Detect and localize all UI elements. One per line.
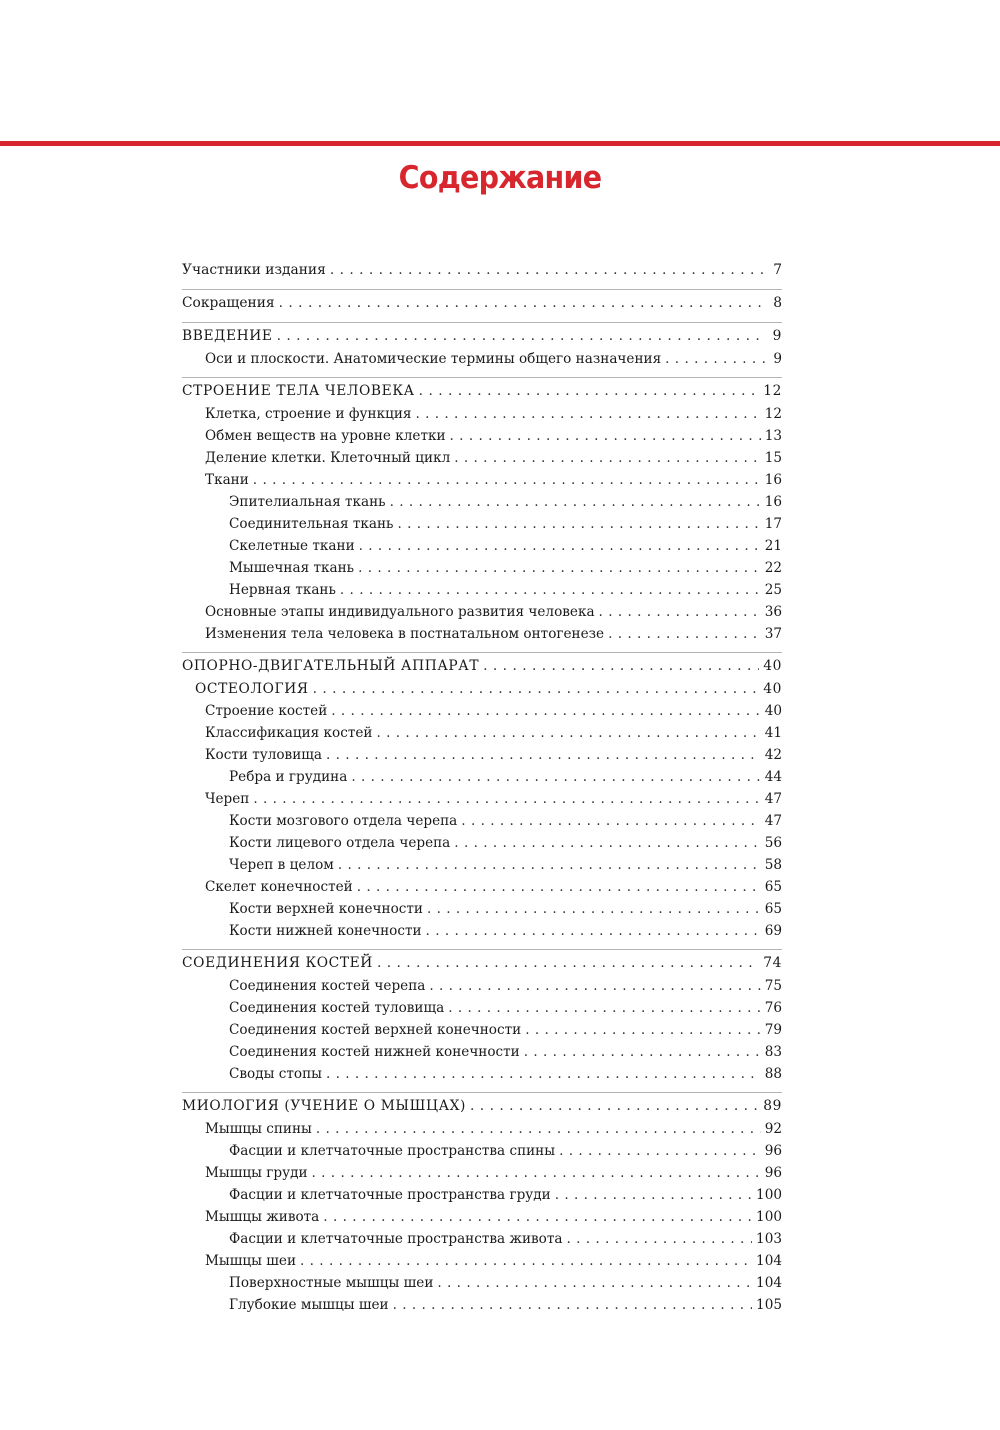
toc-entry-page-number: 44 (764, 769, 782, 785)
toc-entry-page-number: 22 (764, 560, 782, 576)
dot-leader (525, 1019, 761, 1041)
toc-entry[interactable] (182, 403, 782, 425)
dot-leader (415, 403, 760, 425)
dot-leader (483, 654, 759, 678)
dot-leader (323, 1206, 752, 1228)
toc-entry[interactable] (182, 324, 782, 348)
toc-entry-label: Скелет конечностей (205, 879, 353, 895)
toc-entry-label: Глубокие мышцы шеи (229, 1297, 389, 1313)
toc-entry-page-number: 13 (764, 428, 782, 444)
toc-entry-page-number: 96 (764, 1143, 782, 1159)
toc-entry-label: Клетка, строение и функция (205, 406, 412, 422)
toc-entry-page-number: 36 (764, 604, 782, 620)
toc-entry[interactable] (182, 920, 782, 942)
toc-group (182, 258, 782, 282)
toc-entry-page-number: 16 (764, 494, 782, 510)
toc-entry-page-number: 12 (764, 406, 782, 422)
toc-entry[interactable] (182, 1041, 782, 1063)
toc-entry-page-number: 25 (764, 582, 782, 598)
dot-leader (397, 513, 760, 535)
toc-entry-page-number: 40 (764, 703, 782, 719)
dot-leader (461, 810, 760, 832)
toc-entry[interactable] (182, 654, 782, 678)
toc-entry[interactable] (182, 975, 782, 997)
dot-leader (427, 898, 761, 920)
toc-entry-label: ОСТЕОЛОГИЯ (195, 681, 309, 697)
dot-leader (470, 1094, 759, 1118)
toc-entry-label: Основные этапы индивидуального развития человека (205, 604, 595, 620)
toc-entry[interactable] (182, 700, 782, 722)
toc-group (182, 322, 782, 370)
toc-entry[interactable] (182, 898, 782, 920)
dot-leader (454, 832, 760, 854)
dot-leader (429, 975, 760, 997)
dot-leader (357, 876, 761, 898)
toc-entry-label: Кости нижней конечности (229, 923, 422, 939)
toc-entry-page-number: 16 (764, 472, 782, 488)
dot-leader (437, 1272, 752, 1294)
toc-entry[interactable] (182, 832, 782, 854)
toc-entry-page-number: 69 (764, 923, 782, 939)
toc-entry-label: Строение костей (205, 703, 328, 719)
toc-entry-page-number: 104 (756, 1275, 782, 1291)
toc-entry-page-number: 58 (764, 857, 782, 873)
toc-entry-label: Кости верхней конечности (229, 901, 423, 917)
toc-entry[interactable] (182, 425, 782, 447)
toc-entry-page-number: 105 (756, 1297, 782, 1313)
toc-entry-label: Обмен веществ на уровне клетки (205, 428, 446, 444)
toc-group (182, 289, 782, 315)
toc-entry-page-number: 75 (764, 978, 782, 994)
toc-entry-label: СТРОЕНИЕ ТЕЛА ЧЕЛОВЕКА (182, 383, 415, 399)
dot-leader (450, 425, 761, 447)
dot-leader (376, 722, 760, 744)
toc-group (182, 1092, 782, 1316)
dot-leader (279, 291, 766, 315)
dot-leader (351, 766, 760, 788)
toc-entry-page-number: 40 (763, 658, 782, 674)
toc-entry[interactable] (182, 557, 782, 579)
toc-entry[interactable] (182, 469, 782, 491)
toc-entry-page-number: 65 (764, 879, 782, 895)
toc-entry-page-number: 79 (764, 1022, 782, 1038)
toc-entry-label: Фасции и клетчаточные пространства живота (229, 1231, 563, 1247)
toc-entry-label: Соединения костей нижней конечности (229, 1044, 520, 1060)
toc-entry[interactable] (182, 997, 782, 1019)
toc-entry-label: ВВЕДЕНИЕ (182, 328, 273, 344)
toc-entry-page-number: 15 (764, 450, 782, 466)
toc-group (182, 652, 782, 942)
dot-leader (559, 1140, 761, 1162)
toc-entry-page-number: 21 (764, 538, 782, 554)
top-red-rule (0, 141, 1000, 146)
toc-entry-label: Мышцы спины (205, 1121, 312, 1137)
toc-entry-page-number: 12 (763, 383, 782, 399)
toc-entry-page-number: 7 (773, 262, 782, 278)
toc-entry[interactable] (182, 447, 782, 469)
dot-leader (312, 1162, 761, 1184)
toc-entry-label: ОПОРНО-ДВИГАТЕЛЬНЫЙ АППАРАТ (182, 658, 480, 674)
toc-entry-label: Мышцы груди (205, 1165, 308, 1181)
toc-entry-page-number: 47 (764, 791, 782, 807)
toc-entry[interactable] (182, 348, 782, 370)
toc-entry-label: Скелетные ткани (229, 538, 355, 554)
toc-entry-label: МИОЛОГИЯ (УЧЕНИЕ О МЫШЦАХ) (182, 1098, 467, 1114)
toc-entry-page-number: 47 (764, 813, 782, 829)
toc-entry-label: Нервная ткань (229, 582, 336, 598)
toc-entry-label: Участники издания (182, 262, 326, 278)
toc-entry[interactable] (182, 951, 782, 975)
toc-entry[interactable] (182, 678, 782, 700)
dot-leader (599, 601, 761, 623)
toc-entry-label: Череп (205, 791, 250, 807)
dot-leader (454, 447, 760, 469)
toc-entry-label: Мышечная ткань (229, 560, 355, 576)
toc-entry-page-number: 104 (756, 1253, 782, 1269)
toc-entry[interactable] (182, 1094, 782, 1118)
dot-leader (326, 1063, 761, 1085)
toc-entry-label: Ткани (205, 472, 249, 488)
toc-entry[interactable] (182, 291, 782, 315)
toc-entry-page-number: 56 (764, 835, 782, 851)
toc-entry[interactable] (182, 1118, 782, 1140)
toc-entry-label: Классификация костей (205, 725, 373, 741)
toc-entry-page-number: 9 (773, 351, 782, 367)
toc-entry-label: Соединения костей верхней конечности (229, 1022, 522, 1038)
dot-leader (359, 535, 761, 557)
toc-entry-page-number: 83 (764, 1044, 782, 1060)
toc-entry-label: Фасции и клетчаточные пространства спины (229, 1143, 556, 1159)
toc-entry-page-number: 103 (756, 1231, 782, 1247)
dot-leader (390, 491, 761, 513)
toc-entry-label: Поверхностные мышцы шеи (229, 1275, 434, 1291)
dot-leader (340, 579, 761, 601)
toc-entry-page-number: 37 (764, 626, 782, 642)
dot-leader (448, 997, 760, 1019)
toc-entry[interactable] (182, 1019, 782, 1041)
dot-leader (331, 700, 760, 722)
toc-entry-page-number: 96 (764, 1165, 782, 1181)
dot-leader (393, 1294, 752, 1316)
toc-entry-label: Мышцы шеи (205, 1253, 297, 1269)
dot-leader (253, 469, 761, 491)
toc-entry-page-number: 100 (756, 1209, 782, 1225)
toc-entry-page-number: 40 (763, 681, 782, 697)
toc-entry-label: Эпителиальная ткань (229, 494, 386, 510)
toc-entry-label: Изменения тела человека в постнатальном онтогенезе (205, 626, 605, 642)
toc-entry-label: Мышцы живота (205, 1209, 320, 1225)
toc-entry[interactable] (182, 623, 782, 645)
toc-entry-page-number: 88 (764, 1066, 782, 1082)
toc-entry-label: Ребра и грудина (229, 769, 348, 785)
toc-entry-label: Соединения костей туловища (229, 1000, 445, 1016)
toc-entry-page-number: 92 (764, 1121, 782, 1137)
toc-entry-label: Соединения костей черепа (229, 978, 426, 994)
toc-entry[interactable] (182, 876, 782, 898)
toc-group (182, 377, 782, 645)
toc-entry[interactable] (182, 513, 782, 535)
toc-entry-page-number: 41 (764, 725, 782, 741)
toc-entry[interactable] (182, 1162, 782, 1184)
dot-leader (608, 623, 761, 645)
toc-entry[interactable] (182, 766, 782, 788)
dot-leader (665, 348, 766, 370)
dot-leader (300, 1250, 752, 1272)
toc-entry-label: Череп в целом (229, 857, 334, 873)
toc-entry-label: Оси и плоскости. Анатомические термины общего назначения (205, 351, 662, 367)
toc-entry[interactable] (182, 535, 782, 557)
table-of-contents (182, 258, 782, 1316)
toc-entry[interactable] (182, 258, 782, 282)
toc-entry[interactable] (182, 1063, 782, 1085)
toc-entry[interactable] (182, 1206, 782, 1228)
dot-leader (326, 744, 761, 766)
dot-leader (555, 1184, 752, 1206)
toc-entry[interactable] (182, 1184, 782, 1206)
toc-entry[interactable] (182, 1140, 782, 1162)
toc-entry-page-number: 76 (764, 1000, 782, 1016)
toc-entry[interactable] (182, 744, 782, 766)
toc-entry-label: Соединительная ткань (229, 516, 394, 532)
dot-leader (277, 324, 766, 348)
toc-entry-label: Деление клетки. Клеточный цикл (205, 450, 451, 466)
toc-entry-page-number: 8 (773, 295, 782, 311)
toc-entry-page-number: 9 (772, 328, 782, 344)
page-title: Содержание (398, 160, 602, 196)
dot-leader (566, 1228, 752, 1250)
toc-entry-label: Сокращения (182, 295, 275, 311)
dot-leader (313, 678, 760, 700)
toc-entry-page-number: 89 (763, 1098, 782, 1114)
toc-entry[interactable] (182, 810, 782, 832)
dot-leader (330, 258, 766, 282)
toc-entry[interactable] (182, 788, 782, 810)
toc-entry[interactable] (182, 1228, 782, 1250)
toc-entry-page-number: 100 (756, 1187, 782, 1203)
toc-entry-label: Своды стопы (229, 1066, 322, 1082)
toc-entry-page-number: 17 (764, 516, 782, 532)
dot-leader (253, 788, 760, 810)
dot-leader (316, 1118, 761, 1140)
toc-entry[interactable] (182, 1272, 782, 1294)
toc-entry[interactable] (182, 491, 782, 513)
toc-group (182, 949, 782, 1085)
toc-entry[interactable] (182, 379, 782, 403)
dot-leader (377, 951, 759, 975)
dot-leader (358, 557, 761, 579)
toc-entry[interactable] (182, 722, 782, 744)
dot-leader (338, 854, 761, 876)
toc-entry[interactable] (182, 579, 782, 601)
toc-entry-label: Фасции и клетчаточные пространства груди (229, 1187, 551, 1203)
toc-entry[interactable] (182, 1250, 782, 1272)
toc-entry-label: Кости туловища (205, 747, 323, 763)
toc-entry-page-number: 65 (764, 901, 782, 917)
dot-leader (524, 1041, 761, 1063)
toc-entry-label: Кости лицевого отдела черепа (229, 835, 451, 851)
toc-entry[interactable] (182, 854, 782, 876)
toc-entry[interactable] (182, 601, 782, 623)
dot-leader (426, 920, 761, 942)
toc-entry[interactable] (182, 1294, 782, 1316)
toc-entry-label: СОЕДИНЕНИЯ КОСТЕЙ (182, 955, 373, 971)
toc-entry-page-number: 42 (764, 747, 782, 763)
toc-entry-page-number: 74 (763, 955, 782, 971)
dot-leader (419, 379, 760, 403)
toc-entry-label: Кости мозгового отдела черепа (229, 813, 458, 829)
